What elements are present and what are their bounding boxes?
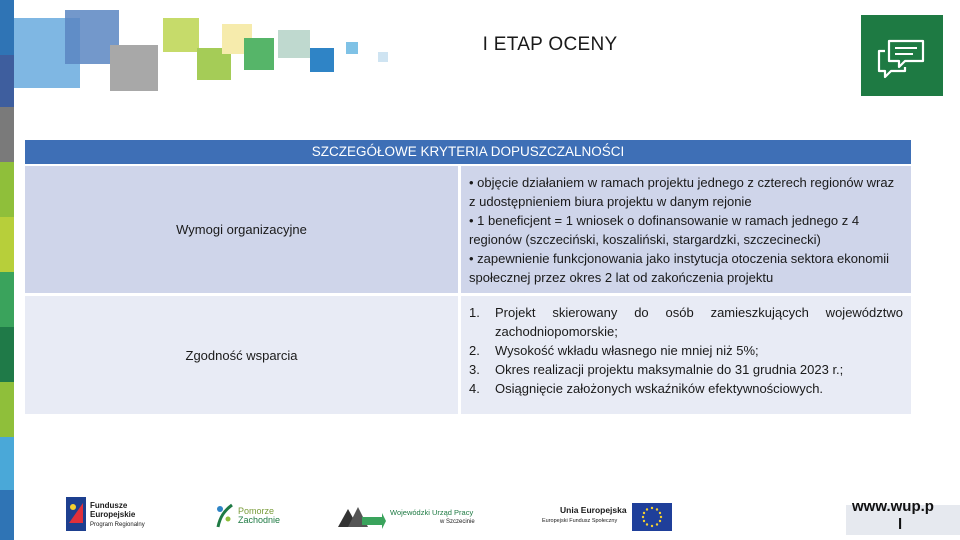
decor-square: [244, 38, 274, 70]
logo-text: w Szczecinie: [440, 519, 475, 525]
logo-text: Program Regionalny: [90, 522, 145, 528]
wup-szczecin-logo: [338, 501, 488, 533]
chat-bubbles-icon: [875, 31, 929, 81]
website-url[interactable]: www.wup.p: [852, 498, 934, 515]
logo-text: Fundusze: [90, 501, 128, 510]
list-text: Projekt skierowany do osób zamieszkujących województwo zachodniopomorskie;: [495, 305, 903, 339]
fe-mark-icon: [66, 497, 86, 531]
list-number: 2.: [469, 343, 480, 358]
criteria-line: • 1 beneficjent = 1 wniosek o dofinansowanie w ramach jednego z 4 regionów (szczeciński, koszaliński, stargardzki, szczecinecki): [469, 213, 860, 247]
page-title: I ETAP OCENY: [482, 34, 618, 55]
decor-square: [346, 42, 358, 54]
decor-square: [310, 48, 334, 72]
row-content: [461, 166, 911, 293]
list-number: 3.: [469, 362, 480, 377]
row-content: [461, 296, 911, 414]
list-text: Osiągnięcie założonych wskaźników efektywnościowych.: [495, 381, 824, 396]
list-text: Wysokość wkładu własnego nie mniej niż 5%;: [495, 343, 759, 358]
list-item: [469, 303, 903, 341]
table-header: SZCZEGÓŁOWE KRYTERIA DOPUSZCZALNOŚCI: [25, 140, 911, 164]
logo-text: Wojewódzki Urząd Pracy: [390, 508, 474, 517]
table-row: [25, 296, 911, 414]
list-text: Okres realizacji projektu maksymalnie do 31 grudnia 2023 r.;: [495, 362, 844, 377]
chat-icon-tile: [861, 15, 943, 96]
criteria-list: [469, 303, 903, 398]
decor-square: [278, 30, 310, 58]
row-label: Wymogi organizacyjne: [25, 166, 458, 293]
fundusze-europejskie-logo: [66, 497, 156, 533]
logo-text: Pomorze: [238, 506, 275, 516]
list-number: 4.: [469, 381, 480, 396]
decor-square: [163, 18, 199, 52]
website-url-continued[interactable]: l: [898, 516, 903, 533]
criteria-line: • objęcie działaniem w ramach projektu jednego z czterech regionów wraz z udostępnieniem biura projektu w danym rejonie: [469, 175, 895, 209]
logo-text: Unia Europejska: [560, 505, 627, 515]
table-row: [25, 166, 911, 293]
row-label: Zgodność wsparcia: [25, 296, 458, 414]
pomorze-zachodnie-logo: [214, 501, 284, 533]
criteria-table: [25, 140, 911, 417]
pomorze-mark-icon: [214, 503, 236, 529]
unia-europejska-logo: [540, 503, 680, 533]
footer-logos: [0, 495, 960, 535]
list-item: [469, 341, 903, 360]
logo-text: Europejskie: [90, 510, 136, 519]
eu-flag-icon: [632, 503, 672, 531]
criteria-line: • zapewnienie funkcjonowania jako instytucja otoczenia sektora ekonomii społecznej przez okres 2 lat od zakończenia projektu: [469, 251, 890, 285]
logo-text: Europejski Fundusz Społeczny: [542, 518, 618, 524]
decor-square: [110, 45, 158, 91]
list-item: [469, 360, 903, 379]
list-item: [469, 379, 903, 398]
left-color-strip: [0, 0, 14, 540]
logo-text: Zachodnie: [238, 515, 281, 525]
list-number: 1.: [469, 305, 480, 320]
wup-mark-icon: [338, 503, 386, 529]
decor-square: [378, 52, 388, 62]
